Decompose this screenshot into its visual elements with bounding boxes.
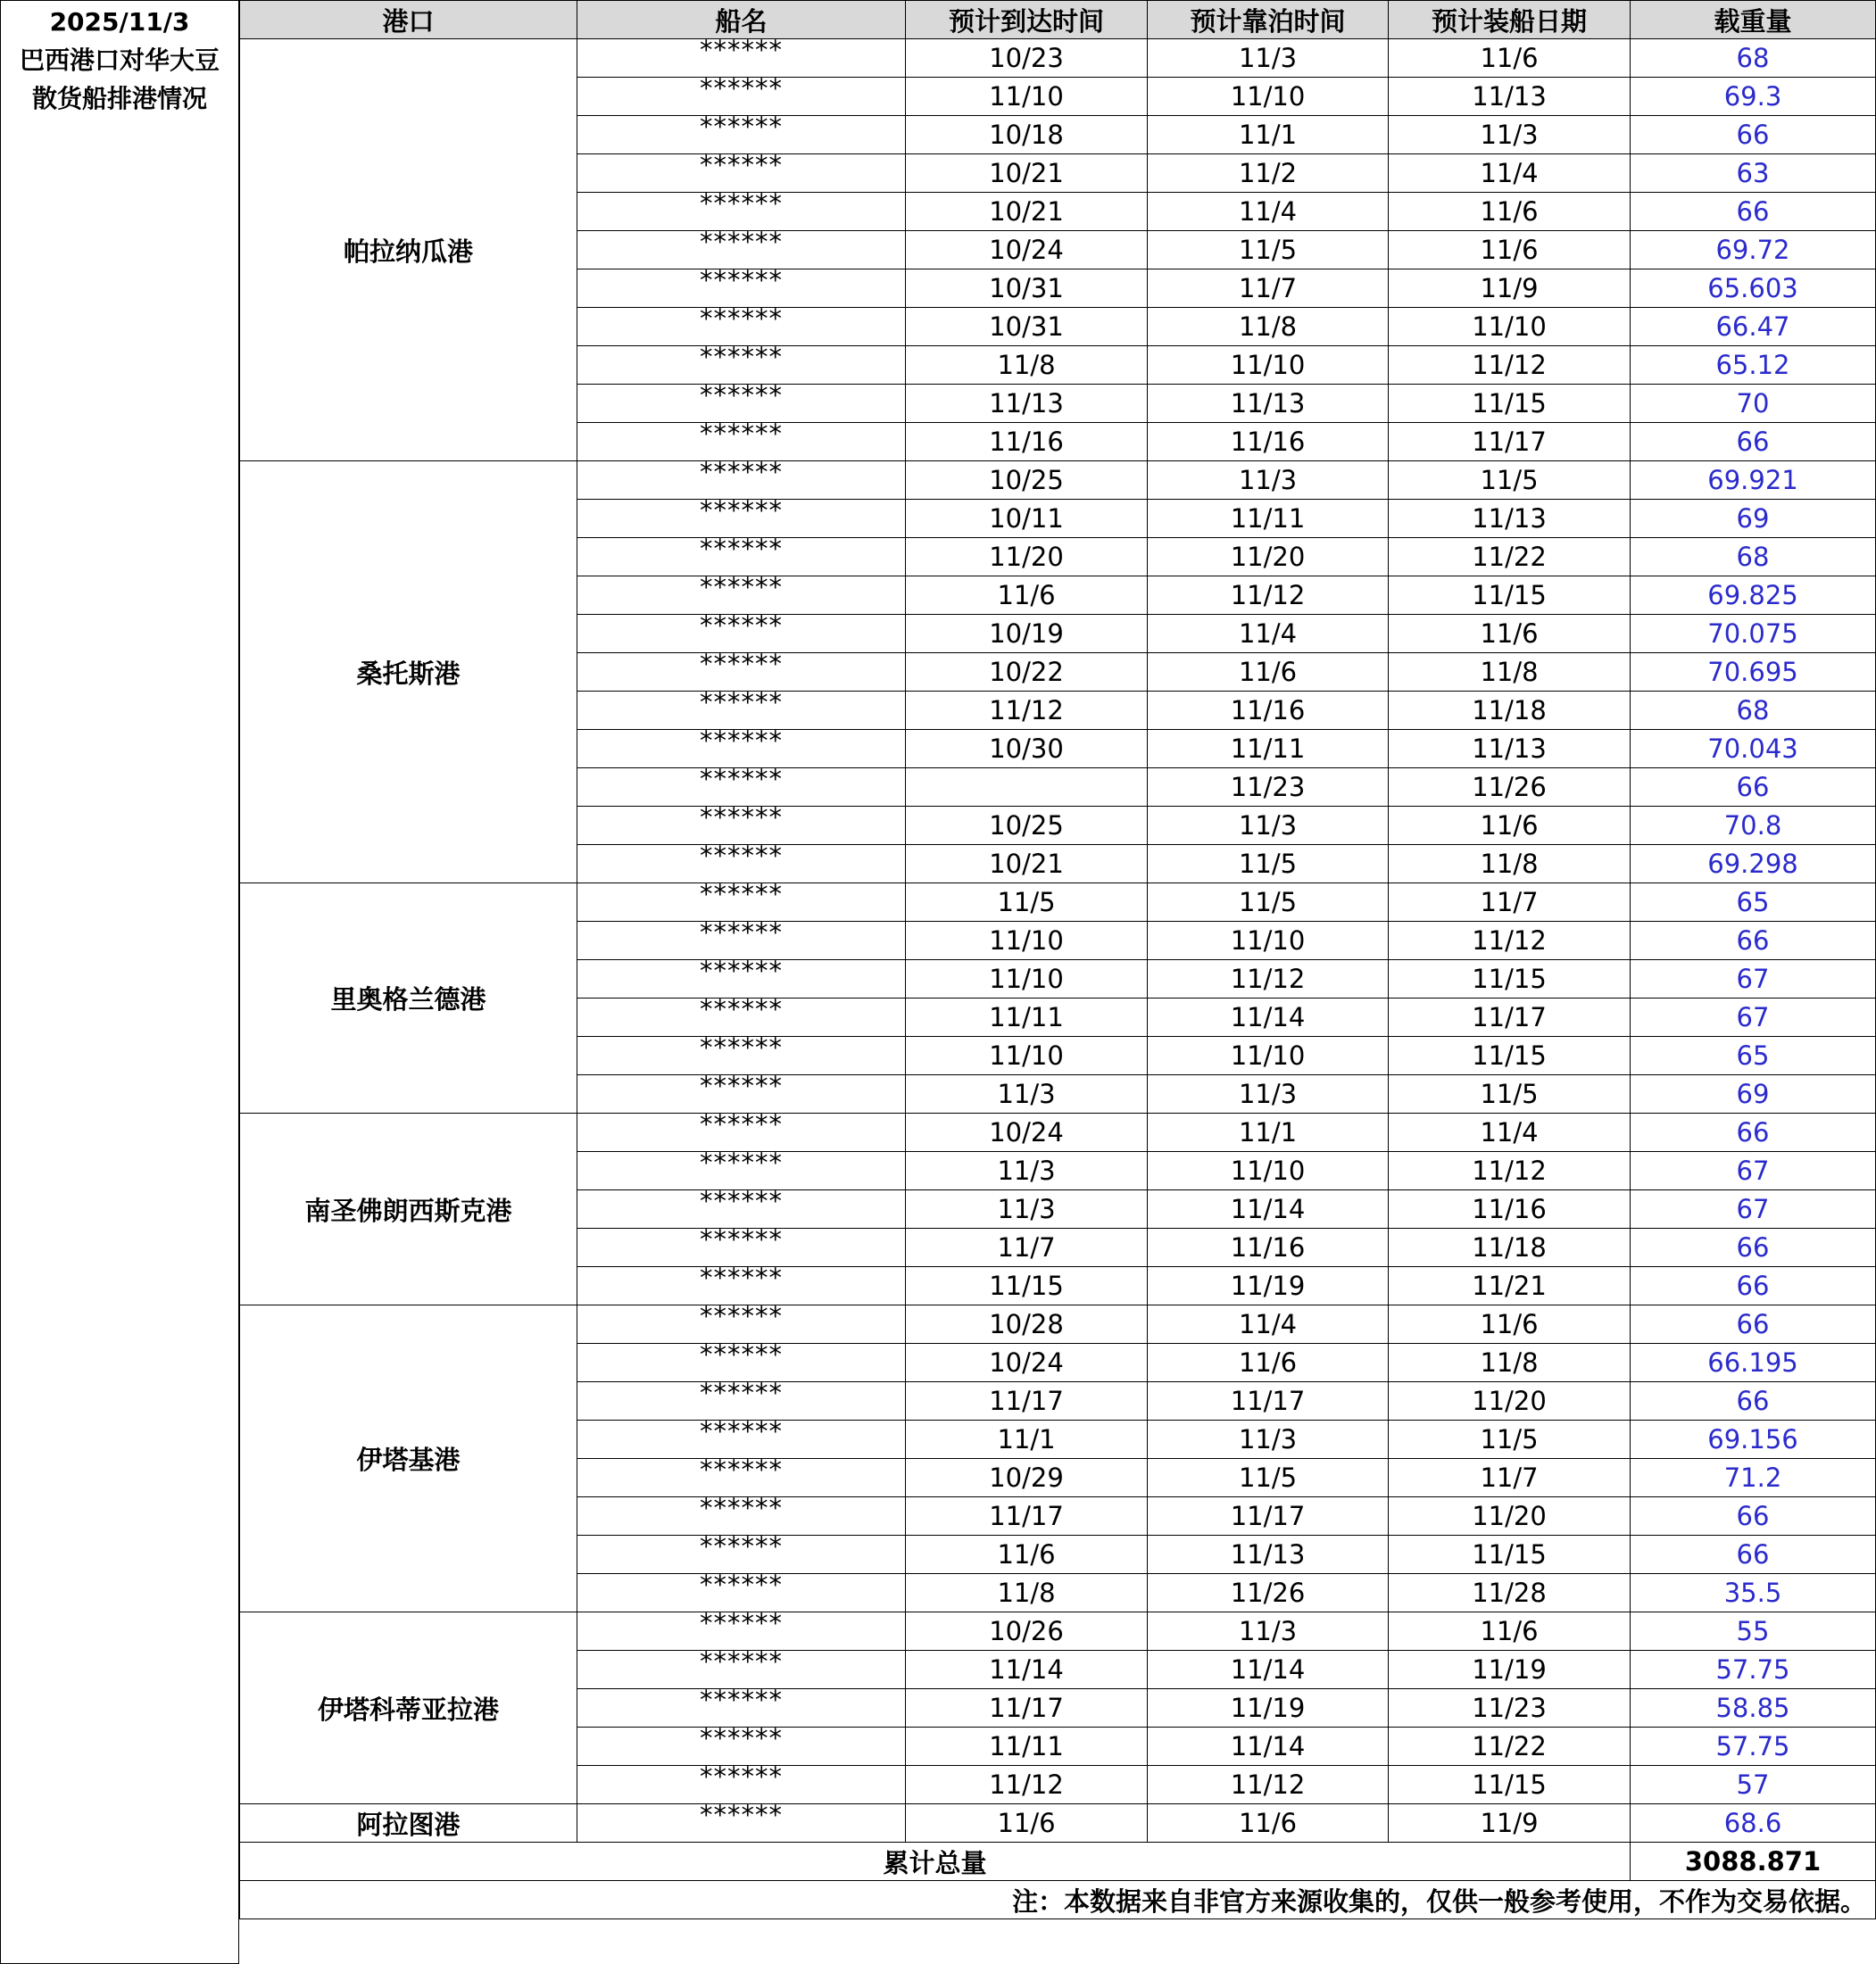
ship-name-cell: ****** bbox=[577, 1536, 906, 1574]
ship-name-cell: ****** bbox=[577, 807, 906, 845]
weight-cell: 69 bbox=[1631, 500, 1876, 538]
berthing-cell: 11/14 bbox=[1148, 1728, 1389, 1766]
header-arrival: 预计到达时间 bbox=[906, 1, 1148, 39]
port-name-cell: 伊塔科蒂亚拉港 bbox=[240, 1612, 577, 1804]
port-name-cell: 南圣佛朗西斯克港 bbox=[240, 1114, 577, 1305]
loading-cell: 11/15 bbox=[1389, 1037, 1631, 1075]
berthing-cell: 11/11 bbox=[1148, 730, 1389, 768]
arrival-cell: 10/28 bbox=[906, 1305, 1148, 1344]
ship-name-cell: ****** bbox=[577, 730, 906, 768]
weight-cell: 68.6 bbox=[1631, 1804, 1876, 1843]
ship-name-cell: ****** bbox=[577, 653, 906, 692]
weight-cell: 69.298 bbox=[1631, 845, 1876, 883]
arrival-cell: 11/8 bbox=[906, 346, 1148, 385]
arrival-cell: 11/3 bbox=[906, 1075, 1148, 1114]
table-row bbox=[240, 39, 1876, 78]
ship-name-cell: ****** bbox=[577, 999, 906, 1037]
ship-name-cell: ****** bbox=[577, 1651, 906, 1689]
berthing-cell: 11/17 bbox=[1148, 1497, 1389, 1536]
table-row bbox=[240, 1612, 1876, 1651]
arrival-cell: 10/30 bbox=[906, 730, 1148, 768]
weight-cell: 70.075 bbox=[1631, 615, 1876, 653]
loading-cell: 11/16 bbox=[1389, 1190, 1631, 1229]
weight-cell: 65 bbox=[1631, 1037, 1876, 1075]
port-schedule-table bbox=[239, 0, 1876, 1919]
weight-cell: 57.75 bbox=[1631, 1728, 1876, 1766]
ship-name-cell: ****** bbox=[577, 154, 906, 193]
arrival-cell: 11/10 bbox=[906, 1037, 1148, 1075]
weight-cell: 66 bbox=[1631, 922, 1876, 960]
ship-name-cell: ****** bbox=[577, 1190, 906, 1229]
berthing-cell: 11/10 bbox=[1148, 1152, 1389, 1190]
arrival-cell: 11/10 bbox=[906, 78, 1148, 116]
weight-cell: 69.825 bbox=[1631, 576, 1876, 615]
arrival-cell: 11/17 bbox=[906, 1689, 1148, 1728]
table-row bbox=[240, 883, 1876, 922]
ship-name-cell: ****** bbox=[577, 1344, 906, 1382]
weight-cell: 63 bbox=[1631, 154, 1876, 193]
loading-cell: 11/12 bbox=[1389, 1152, 1631, 1190]
ship-name-cell: ****** bbox=[577, 768, 906, 807]
loading-cell: 11/17 bbox=[1389, 423, 1631, 461]
loading-cell: 11/15 bbox=[1389, 576, 1631, 615]
report-title-line-2: 散货船排港情况 bbox=[31, 84, 207, 113]
berthing-cell: 11/2 bbox=[1148, 154, 1389, 193]
weight-cell: 69 bbox=[1631, 1075, 1876, 1114]
arrival-cell: 10/21 bbox=[906, 193, 1148, 231]
table-row bbox=[240, 461, 1876, 500]
berthing-cell: 11/4 bbox=[1148, 193, 1389, 231]
ship-name-cell: ****** bbox=[577, 1421, 906, 1459]
ship-name-cell: ****** bbox=[577, 845, 906, 883]
weight-cell: 66.195 bbox=[1631, 1344, 1876, 1382]
ship-name-cell: ****** bbox=[577, 1075, 906, 1114]
loading-cell: 11/5 bbox=[1389, 461, 1631, 500]
loading-cell: 11/18 bbox=[1389, 692, 1631, 730]
weight-cell: 65.603 bbox=[1631, 269, 1876, 308]
arrival-cell: 11/14 bbox=[906, 1651, 1148, 1689]
berthing-cell: 11/12 bbox=[1148, 576, 1389, 615]
loading-cell: 11/8 bbox=[1389, 653, 1631, 692]
arrival-cell: 10/23 bbox=[906, 39, 1148, 78]
berthing-cell: 11/4 bbox=[1148, 1305, 1389, 1344]
ship-name-cell: ****** bbox=[577, 116, 906, 154]
weight-cell: 70.8 bbox=[1631, 807, 1876, 845]
arrival-cell: 11/10 bbox=[906, 960, 1148, 999]
ship-name-cell: ****** bbox=[577, 78, 906, 116]
berthing-cell: 11/1 bbox=[1148, 116, 1389, 154]
arrival-cell: 11/3 bbox=[906, 1152, 1148, 1190]
loading-cell: 11/13 bbox=[1389, 730, 1631, 768]
berthing-cell: 11/3 bbox=[1148, 461, 1389, 500]
ship-name-cell: ****** bbox=[577, 1229, 906, 1267]
loading-cell: 11/8 bbox=[1389, 845, 1631, 883]
header-port: 港口 bbox=[240, 1, 577, 39]
loading-cell: 11/6 bbox=[1389, 231, 1631, 269]
ship-name-cell: ****** bbox=[577, 1267, 906, 1305]
weight-cell: 66 bbox=[1631, 1536, 1876, 1574]
arrival-cell: 11/15 bbox=[906, 1267, 1148, 1305]
weight-cell: 69.156 bbox=[1631, 1421, 1876, 1459]
weight-cell: 66 bbox=[1631, 1382, 1876, 1421]
berthing-cell: 11/3 bbox=[1148, 807, 1389, 845]
ship-name-cell: ****** bbox=[577, 615, 906, 653]
berthing-cell: 11/6 bbox=[1148, 1804, 1389, 1843]
berthing-cell: 11/10 bbox=[1148, 78, 1389, 116]
arrival-cell: 11/17 bbox=[906, 1497, 1148, 1536]
ship-name-cell: ****** bbox=[577, 692, 906, 730]
weight-cell: 67 bbox=[1631, 1190, 1876, 1229]
ship-name-cell: ****** bbox=[577, 883, 906, 922]
weight-cell: 57.75 bbox=[1631, 1651, 1876, 1689]
berthing-cell: 11/10 bbox=[1148, 1037, 1389, 1075]
ship-name-cell: ****** bbox=[577, 1459, 906, 1497]
berthing-cell: 11/16 bbox=[1148, 692, 1389, 730]
weight-cell: 70.695 bbox=[1631, 653, 1876, 692]
berthing-cell: 11/16 bbox=[1148, 423, 1389, 461]
loading-cell: 11/13 bbox=[1389, 78, 1631, 116]
weight-cell: 70.043 bbox=[1631, 730, 1876, 768]
arrival-cell: 11/1 bbox=[906, 1421, 1148, 1459]
weight-cell: 66 bbox=[1631, 193, 1876, 231]
berthing-cell: 11/14 bbox=[1148, 1651, 1389, 1689]
arrival-cell: 10/26 bbox=[906, 1612, 1148, 1651]
berthing-cell: 11/5 bbox=[1148, 883, 1389, 922]
berthing-cell: 11/13 bbox=[1148, 1536, 1389, 1574]
berthing-cell: 11/3 bbox=[1148, 1075, 1389, 1114]
port-name-cell: 帕拉纳瓜港 bbox=[240, 39, 577, 461]
table-row bbox=[240, 1114, 1876, 1152]
table-row bbox=[240, 1804, 1876, 1843]
ship-name-cell: ****** bbox=[577, 346, 906, 385]
loading-cell: 11/22 bbox=[1389, 1728, 1631, 1766]
arrival-cell: 10/25 bbox=[906, 807, 1148, 845]
berthing-cell: 11/10 bbox=[1148, 346, 1389, 385]
arrival-cell: 11/17 bbox=[906, 1382, 1148, 1421]
ship-name-cell: ****** bbox=[577, 385, 906, 423]
weight-cell: 67 bbox=[1631, 960, 1876, 999]
berthing-cell: 11/6 bbox=[1148, 1344, 1389, 1382]
berthing-cell: 11/4 bbox=[1148, 615, 1389, 653]
arrival-cell: 10/24 bbox=[906, 1344, 1148, 1382]
loading-cell: 11/10 bbox=[1389, 308, 1631, 346]
arrival-cell: 10/18 bbox=[906, 116, 1148, 154]
loading-cell: 11/22 bbox=[1389, 538, 1631, 576]
port-name-cell: 阿拉图港 bbox=[240, 1804, 577, 1843]
ship-name-cell: ****** bbox=[577, 500, 906, 538]
weight-cell: 68 bbox=[1631, 692, 1876, 730]
arrival-cell: 10/24 bbox=[906, 231, 1148, 269]
berthing-cell: 11/10 bbox=[1148, 922, 1389, 960]
arrival-cell: 10/31 bbox=[906, 308, 1148, 346]
arrival-cell: 10/25 bbox=[906, 461, 1148, 500]
arrival-cell: 10/29 bbox=[906, 1459, 1148, 1497]
ship-name-cell: ****** bbox=[577, 1612, 906, 1651]
weight-cell: 66 bbox=[1631, 1229, 1876, 1267]
loading-cell: 11/6 bbox=[1389, 615, 1631, 653]
loading-cell: 11/4 bbox=[1389, 1114, 1631, 1152]
weight-cell: 66 bbox=[1631, 1497, 1876, 1536]
header-berthing: 预计靠泊时间 bbox=[1148, 1, 1389, 39]
loading-cell: 11/18 bbox=[1389, 1229, 1631, 1267]
loading-cell: 11/21 bbox=[1389, 1267, 1631, 1305]
arrival-cell: 10/22 bbox=[906, 653, 1148, 692]
berthing-cell: 11/14 bbox=[1148, 999, 1389, 1037]
header-weight: 载重量 bbox=[1631, 1, 1876, 39]
weight-cell: 67 bbox=[1631, 999, 1876, 1037]
berthing-cell: 11/3 bbox=[1148, 1421, 1389, 1459]
weight-cell: 66 bbox=[1631, 1114, 1876, 1152]
berthing-cell: 11/3 bbox=[1148, 1612, 1389, 1651]
weight-cell: 58.85 bbox=[1631, 1689, 1876, 1728]
arrival-cell: 11/12 bbox=[906, 692, 1148, 730]
ship-name-cell: ****** bbox=[577, 231, 906, 269]
loading-cell: 11/6 bbox=[1389, 193, 1631, 231]
arrival-cell: 11/13 bbox=[906, 385, 1148, 423]
arrival-cell: 10/19 bbox=[906, 615, 1148, 653]
arrival-cell: 11/20 bbox=[906, 538, 1148, 576]
weight-cell: 68 bbox=[1631, 39, 1876, 78]
port-name-cell: 伊塔基港 bbox=[240, 1305, 577, 1612]
arrival-cell: 11/6 bbox=[906, 576, 1148, 615]
berthing-cell: 11/5 bbox=[1148, 231, 1389, 269]
port-name-cell: 里奥格兰德港 bbox=[240, 883, 577, 1114]
ship-name-cell: ****** bbox=[577, 538, 906, 576]
loading-cell: 11/12 bbox=[1389, 922, 1631, 960]
berthing-cell: 11/17 bbox=[1148, 1382, 1389, 1421]
arrival-cell: 11/11 bbox=[906, 1728, 1148, 1766]
weight-cell: 68 bbox=[1631, 538, 1876, 576]
weight-cell: 66 bbox=[1631, 116, 1876, 154]
loading-cell: 11/15 bbox=[1389, 960, 1631, 999]
weight-cell: 66 bbox=[1631, 423, 1876, 461]
ship-name-cell: ****** bbox=[577, 1114, 906, 1152]
ship-name-cell: ****** bbox=[577, 1305, 906, 1344]
port-name-cell: 桑托斯港 bbox=[240, 461, 577, 883]
loading-cell: 11/7 bbox=[1389, 883, 1631, 922]
ship-name-cell: ****** bbox=[577, 1382, 906, 1421]
loading-cell: 11/5 bbox=[1389, 1421, 1631, 1459]
arrival-cell: 11/16 bbox=[906, 423, 1148, 461]
arrival-cell: 10/21 bbox=[906, 154, 1148, 193]
ship-name-cell: ****** bbox=[577, 576, 906, 615]
weight-cell: 71.2 bbox=[1631, 1459, 1876, 1497]
loading-cell: 11/6 bbox=[1389, 1305, 1631, 1344]
loading-cell: 11/26 bbox=[1389, 768, 1631, 807]
ship-name-cell: ****** bbox=[577, 1766, 906, 1804]
loading-cell: 11/20 bbox=[1389, 1497, 1631, 1536]
loading-cell: 11/15 bbox=[1389, 1766, 1631, 1804]
total-label: 累计总量 bbox=[240, 1843, 1631, 1881]
loading-cell: 11/6 bbox=[1389, 39, 1631, 78]
loading-cell: 11/13 bbox=[1389, 500, 1631, 538]
arrival-cell: 10/21 bbox=[906, 845, 1148, 883]
loading-cell: 11/15 bbox=[1389, 1536, 1631, 1574]
berthing-cell: 11/20 bbox=[1148, 538, 1389, 576]
berthing-cell: 11/12 bbox=[1148, 960, 1389, 999]
arrival-cell: 10/11 bbox=[906, 500, 1148, 538]
weight-cell: 69.3 bbox=[1631, 78, 1876, 116]
arrival-cell: 11/11 bbox=[906, 999, 1148, 1037]
loading-cell: 11/8 bbox=[1389, 1344, 1631, 1382]
ship-name-cell: ****** bbox=[577, 269, 906, 308]
ship-name-cell: ****** bbox=[577, 1728, 906, 1766]
loading-cell: 11/9 bbox=[1389, 269, 1631, 308]
arrival-cell: 11/7 bbox=[906, 1229, 1148, 1267]
header-ship-name: 船名 bbox=[577, 1, 906, 39]
header-row bbox=[240, 1, 1876, 39]
ship-name-cell: ****** bbox=[577, 1497, 906, 1536]
arrival-cell: 11/6 bbox=[906, 1536, 1148, 1574]
loading-cell: 11/5 bbox=[1389, 1075, 1631, 1114]
arrival-cell: 11/6 bbox=[906, 1804, 1148, 1843]
ship-name-cell: ****** bbox=[577, 461, 906, 500]
ship-name-cell: ****** bbox=[577, 39, 906, 78]
berthing-cell: 11/19 bbox=[1148, 1689, 1389, 1728]
loading-cell: 11/6 bbox=[1389, 1612, 1631, 1651]
note-row bbox=[240, 1881, 1876, 1919]
ship-name-cell: ****** bbox=[577, 308, 906, 346]
loading-cell: 11/7 bbox=[1389, 1459, 1631, 1497]
berthing-cell: 11/7 bbox=[1148, 269, 1389, 308]
report-title-block bbox=[0, 0, 239, 1964]
arrival-cell bbox=[906, 768, 1148, 807]
loading-cell: 11/28 bbox=[1389, 1574, 1631, 1612]
ship-name-cell: ****** bbox=[577, 960, 906, 999]
loading-cell: 11/15 bbox=[1389, 385, 1631, 423]
ship-name-cell: ****** bbox=[577, 1574, 906, 1612]
loading-cell: 11/6 bbox=[1389, 807, 1631, 845]
report-date: 2025/11/3 bbox=[49, 7, 190, 37]
loading-cell: 11/3 bbox=[1389, 116, 1631, 154]
arrival-cell: 11/12 bbox=[906, 1766, 1148, 1804]
table-row bbox=[240, 1305, 1876, 1344]
weight-cell: 66.47 bbox=[1631, 308, 1876, 346]
loading-cell: 11/23 bbox=[1389, 1689, 1631, 1728]
arrival-cell: 10/31 bbox=[906, 269, 1148, 308]
loading-cell: 11/20 bbox=[1389, 1382, 1631, 1421]
weight-cell: 66 bbox=[1631, 1305, 1876, 1344]
arrival-cell: 11/10 bbox=[906, 922, 1148, 960]
total-row bbox=[240, 1843, 1876, 1881]
header-loading: 预计装船日期 bbox=[1389, 1, 1631, 39]
loading-cell: 11/4 bbox=[1389, 154, 1631, 193]
weight-cell: 66 bbox=[1631, 1267, 1876, 1305]
arrival-cell: 10/24 bbox=[906, 1114, 1148, 1152]
berthing-cell: 11/19 bbox=[1148, 1267, 1389, 1305]
arrival-cell: 11/5 bbox=[906, 883, 1148, 922]
ship-name-cell: ****** bbox=[577, 1804, 906, 1843]
ship-name-cell: ****** bbox=[577, 922, 906, 960]
arrival-cell: 11/3 bbox=[906, 1190, 1148, 1229]
loading-cell: 11/9 bbox=[1389, 1804, 1631, 1843]
loading-cell: 11/12 bbox=[1389, 346, 1631, 385]
berthing-cell: 11/6 bbox=[1148, 653, 1389, 692]
weight-cell: 69.921 bbox=[1631, 461, 1876, 500]
loading-cell: 11/19 bbox=[1389, 1651, 1631, 1689]
berthing-cell: 11/1 bbox=[1148, 1114, 1389, 1152]
ship-name-cell: ****** bbox=[577, 423, 906, 461]
berthing-cell: 11/5 bbox=[1148, 845, 1389, 883]
berthing-cell: 11/12 bbox=[1148, 1766, 1389, 1804]
ship-name-cell: ****** bbox=[577, 1689, 906, 1728]
berthing-cell: 11/11 bbox=[1148, 500, 1389, 538]
weight-cell: 65.12 bbox=[1631, 346, 1876, 385]
weight-cell: 67 bbox=[1631, 1152, 1876, 1190]
loading-cell: 11/17 bbox=[1389, 999, 1631, 1037]
ship-name-cell: ****** bbox=[577, 193, 906, 231]
berthing-cell: 11/8 bbox=[1148, 308, 1389, 346]
berthing-cell: 11/5 bbox=[1148, 1459, 1389, 1497]
weight-cell: 65 bbox=[1631, 883, 1876, 922]
weight-cell: 69.72 bbox=[1631, 231, 1876, 269]
disclaimer-note: 注：本数据来自非官方来源收集的，仅供一般参考使用，不作为交易依据。 bbox=[240, 1881, 1876, 1919]
berthing-cell: 11/13 bbox=[1148, 385, 1389, 423]
schedule-body bbox=[240, 39, 1876, 1919]
berthing-cell: 11/26 bbox=[1148, 1574, 1389, 1612]
weight-cell: 70 bbox=[1631, 385, 1876, 423]
report-title-line-1: 巴西港口对华大豆 bbox=[19, 46, 220, 75]
total-value: 3088.871 bbox=[1631, 1843, 1876, 1881]
berthing-cell: 11/23 bbox=[1148, 768, 1389, 807]
ship-name-cell: ****** bbox=[577, 1037, 906, 1075]
berthing-cell: 11/16 bbox=[1148, 1229, 1389, 1267]
berthing-cell: 11/3 bbox=[1148, 39, 1389, 78]
weight-cell: 66 bbox=[1631, 768, 1876, 807]
weight-cell: 35.5 bbox=[1631, 1574, 1876, 1612]
weight-cell: 55 bbox=[1631, 1612, 1876, 1651]
weight-cell: 57 bbox=[1631, 1766, 1876, 1804]
arrival-cell: 11/8 bbox=[906, 1574, 1148, 1612]
berthing-cell: 11/14 bbox=[1148, 1190, 1389, 1229]
ship-name-cell: ****** bbox=[577, 1152, 906, 1190]
